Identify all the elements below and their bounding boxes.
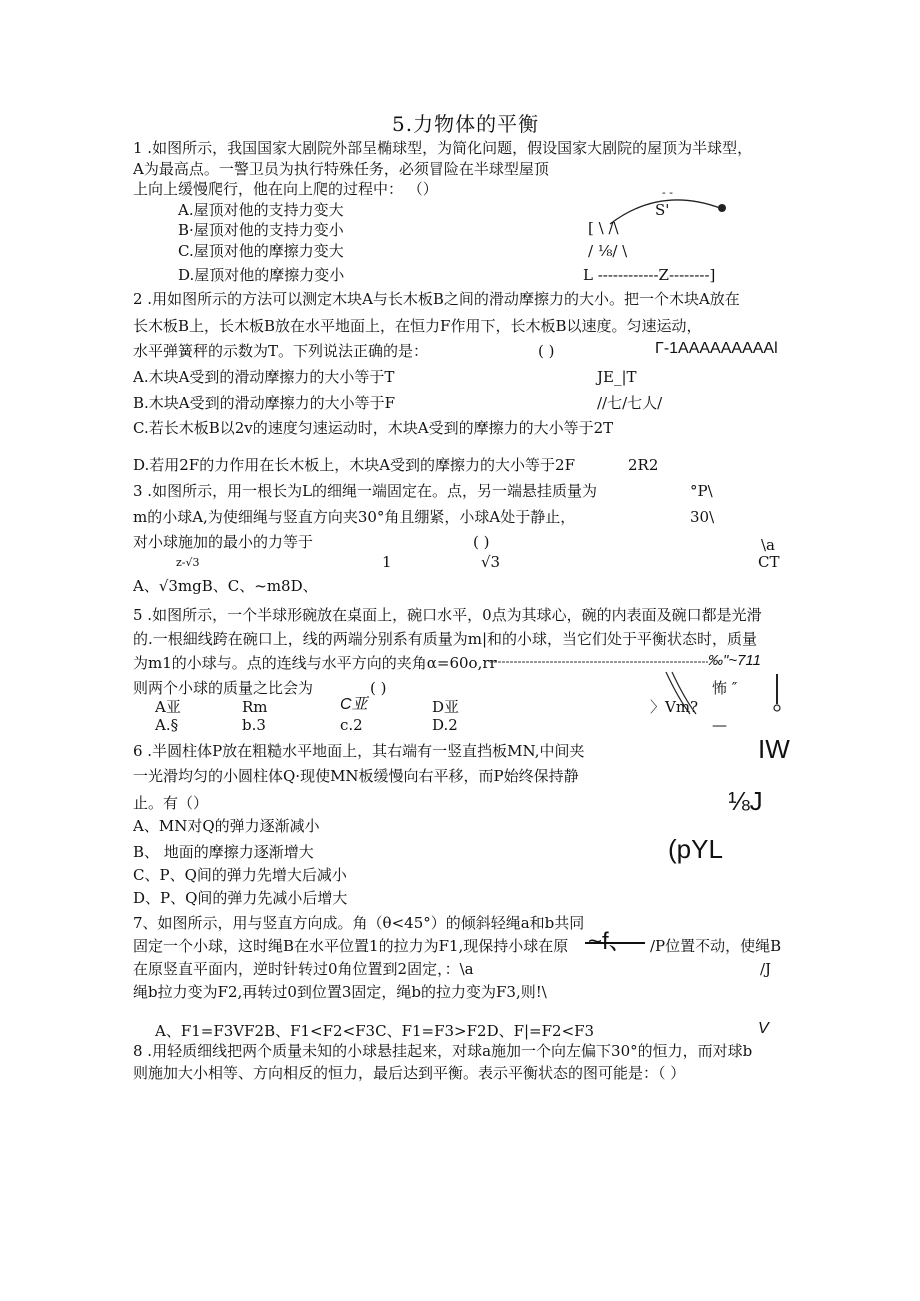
q1-stem-line3: 上向上缓慢爬行，他在向上爬的过程中： （）: [133, 180, 438, 198]
q5-figure-label-2: 〉Vm?: [650, 698, 699, 716]
q5-figure-mark: 怖 ″: [712, 679, 738, 697]
q3-answer-paren: ( ): [473, 533, 490, 551]
q7-stem-line4: 绳b拉力变为F2,再转过0到位置3固定，绳b的拉力变为F3,则!\: [133, 983, 547, 1001]
q5-stem-line2: 的.一根細线跨在碗口上，线的两端分别系有质量为m|和的小球，当它们处于平衡状态时，质量: [133, 630, 758, 648]
q7-figure-mark: /J: [760, 960, 772, 978]
q1-figure-row1: [ \ /\: [588, 219, 619, 237]
q7-figure-label: ~f、: [588, 928, 633, 955]
q6-stem-line2: 一光滑均匀的小圆柱体Q·现使MN板缓慢向右平移，而P始终保持静: [133, 767, 579, 785]
q3-stem-line3: 对小球施加的最小的力等于: [133, 533, 314, 551]
q2-option-d: D.若用2F的力作用在长木板上，木块A受到的摩擦力的大小等于2F: [133, 456, 575, 474]
q1-option-c: C.屋顶对他的摩擦力变大: [178, 242, 344, 260]
q8-stem-line2: 则施加大小相等、方向相反的恒力，最后达到平衡。表示平衡状态的图可能是：（ ）: [133, 1064, 686, 1082]
q7-stem-line2: 固定一个小球，这时绳B在水平位置1的拉力为F1,现保持小球在原: [133, 937, 569, 955]
q6-figure-label-3: (pYL: [668, 834, 723, 864]
q3-option-c-fraction: √3: [481, 553, 501, 571]
q5-option-b-bottom: b.3: [242, 716, 266, 734]
q6-option-d: D、P、Q间的弹力先减小后增大: [133, 889, 348, 907]
small-ball: [774, 705, 780, 711]
q1-option-a: A.屋顶对他的支持力变大: [178, 201, 344, 219]
q5-answer-paren: ( ): [370, 679, 387, 697]
q1-stem-line2: A为最高点。一警卫员为执行特殊任务，必须冒险在半球型屋顶: [133, 160, 549, 178]
q3-options: A、√3mgB、C、~m8D、: [133, 577, 318, 595]
q6-stem-line1: 6 .半圆柱体P放在粗糙水平地面上，其右端有一竖直挡板MN,中间夹: [133, 742, 585, 760]
q5-option-d-top: D亚: [432, 698, 460, 716]
q7-options: A、F1=F3VF2B、F1<F2<F3C、F1=F3>F2D、F|=F2<F3: [155, 1022, 595, 1040]
q1-option-d: D.屋顶对他的摩擦力变小: [178, 266, 345, 284]
q6-option-b: B、 地面的摩擦力逐渐增大: [133, 843, 314, 861]
q2-answer-paren: ( ): [538, 342, 555, 360]
q6-option-a: A、MN对Q的弹力逐渐减小: [133, 817, 320, 835]
q1-figure-row3: L ------------Z--------]: [583, 266, 716, 284]
q1-option-b: B·屋顶对他的支持力变小: [178, 221, 344, 239]
q5-option-a-top: A亚: [155, 698, 181, 716]
q7-figure-rope: [585, 941, 647, 945]
q5-option-d-bottom: D.2: [432, 716, 458, 734]
q5-figure-dash: —: [712, 716, 727, 734]
q2-figure-label: 2R2: [628, 456, 659, 474]
q3-figure-angle: 30\: [690, 508, 715, 526]
q1-stem-line1: 1 .如图所示，我国国家大剧院外部呈椭球型，为简化问题，假设国家大剧院的屋顶为半球型，: [133, 139, 753, 157]
q3-option-a-fraction: z-√3: [176, 556, 200, 569]
q1-figure-top: - -: [662, 186, 673, 199]
q5-option-c-top: C亚: [340, 696, 368, 713]
q3-figure-ball: \a: [761, 536, 775, 554]
q1-dome-figure: [600, 186, 750, 226]
q1-figure-label-s: S': [655, 201, 670, 219]
q6-figure-label-2: ⅛J: [728, 786, 763, 816]
q2-figure-spring: Γ-1AAAAAAAAAl: [655, 340, 778, 357]
q7-stem-line1: 7、如图所示，用与竖直方向成。角（θ<45°）的倾斜轻绳a和b共同: [133, 914, 585, 932]
q5-option-c-bottom: c.2: [340, 716, 363, 734]
guard-figure: [718, 204, 726, 212]
q5-option-b-top: Rm: [242, 698, 268, 716]
q2-figure-ground: //七/七人/: [597, 394, 663, 412]
q5-option-a-bottom: A.§: [155, 716, 179, 734]
q6-option-c: C、P、Q间的弹力先增大后减小: [133, 866, 347, 884]
page-title: 5.力物体的平衡: [392, 112, 540, 136]
q5-dashed-line: [490, 660, 710, 664]
q5-figure-label: ‰"~711: [708, 652, 761, 669]
q2-stem-line2: 长木板B上，长木板B放在水平地面上，在恒力F作用下，长木板B以速度。匀速运动，: [133, 317, 702, 335]
q3-stem-line1: 3 .如图所示，用一根长为L的细绳一端固定在。点，另一端悬挂质量为: [133, 482, 598, 500]
q2-option-a: A.木块A受到的滑动摩擦力的大小等于T: [133, 368, 395, 386]
q7-figure-v: V: [758, 1020, 769, 1037]
q2-option-c: C.若长木板B以2v的速度匀速运动时，木块A受到的摩擦力的大小等于2T: [133, 419, 614, 437]
q2-figure-blocks: JE_|T: [597, 368, 637, 386]
q5-stem-line1: 5 .如图所示，一个半球形碗放在桌面上，碗口水平，0点为其球心，碗的内表面及碗口都是光滑: [133, 606, 762, 624]
q2-stem-line1: 2 .用如图所示的方法可以测定木块A与长木板B之间的滑动摩擦力的大小。把一个木块A放在: [133, 290, 740, 308]
q5-stem-line4: 则两个小球的质量之比会为: [133, 679, 314, 697]
q6-stem-line3: 止。有（）: [133, 794, 209, 812]
q6-figure-label-1: IW: [758, 734, 790, 764]
q2-option-b: B.木块A受到的滑动摩擦力的大小等于F: [133, 394, 396, 412]
q3-figure-label: CT: [758, 553, 780, 571]
q1-figure-row2: / ⅛/ \: [588, 242, 628, 260]
q2-stem-line3: 水平弹簧秤的示数为T。下列说法正确的是：: [133, 342, 429, 360]
q7-stem-line2-tail: /P位置不动，使绳B: [650, 937, 782, 955]
q7-stem-line3: 在原竖直平面内，逆时针转过0角位置到2固定，：\a: [133, 960, 474, 978]
q8-stem-line1: 8 .用轻质细线把两个质量未知的小球悬挂起来，对球a施加一个向左偏下30°的恒力，而对球b: [133, 1042, 753, 1060]
q3-stem-line2: m的小球A,为使细绳与竖直方向夹30°角且绷紧，小球A处于静止，: [133, 508, 576, 526]
q3-figure-point: °P\: [690, 482, 713, 500]
q3-option-b-fraction: 1: [382, 553, 392, 571]
q5-stem-line3: 为m1的小球与。点的连线与水平方向的夹角α=60o,rr: [133, 654, 497, 672]
